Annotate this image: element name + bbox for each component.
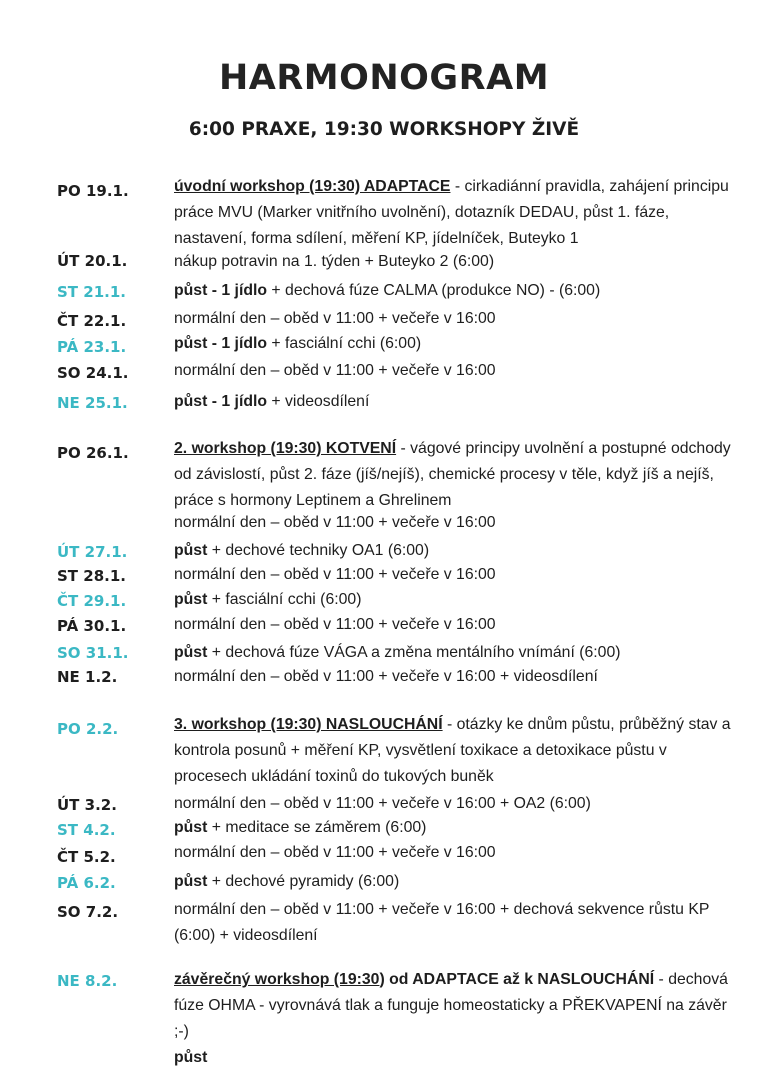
day-label: PO 19.1. (57, 182, 129, 200)
fast-label: půst (174, 873, 208, 890)
day-label: ČT 5.2. (57, 848, 116, 866)
description-text: normální den – oběd v 11:00 + večeře v 16:00 + videosdílení (174, 668, 598, 685)
description-text: + dechové techniky OA1 (6:00) (207, 542, 430, 559)
day-description (174, 815, 734, 841)
description-text: + dechové pyramidy (6:00) (207, 873, 400, 890)
workshop-title: 2. workshop (19:30) KOTVENÍ (174, 440, 397, 457)
day-description (174, 510, 734, 536)
day-description (174, 278, 734, 304)
description-text: - vágové principy uvolnění a postupné odchody od závislostí, půst 2. fáze (jíš/nejíš), chemické procesy v těle, když jíš a nejíš, práce s hormony Leptinem a Ghrelinem (174, 440, 731, 509)
fast-label: půst - 1 jídlo (174, 393, 268, 410)
fast-label: půst - 1 jídlo (174, 335, 268, 352)
description-text: + dechová fúze VÁGA a změna mentálního vnímání (6:00) (207, 644, 621, 661)
day-label: ST 28.1. (57, 567, 126, 585)
description-text: normální den – oběd v 11:00 + večeře v 16:00 + dechová sekvence růstu KP (6:00) + videosdílení (174, 901, 710, 944)
day-description (174, 640, 734, 666)
day-description (174, 389, 734, 415)
day-label: SO 7.2. (57, 903, 119, 921)
day-label: ÚT 20.1. (57, 252, 128, 270)
description-text: normální den – oběd v 11:00 + večeře v 16:00 (174, 616, 496, 633)
day-description (174, 538, 734, 564)
day-description (174, 331, 734, 357)
day-label: PO 2.2. (57, 720, 119, 738)
day-label: NE 1.2. (57, 668, 118, 686)
description-text: normální den – oběd v 11:00 + večeře v 16:00 (174, 514, 496, 531)
day-label: ÚT 3.2. (57, 796, 117, 814)
day-description (174, 869, 734, 895)
day-description (174, 612, 734, 638)
fast-label: půst (174, 542, 208, 559)
workshop-title-continued: ) od ADAPTACE až k NASLOUCHÁNÍ (379, 971, 655, 988)
day-description (174, 587, 734, 613)
fast-label: půst (174, 644, 208, 661)
day-label: PÁ 6.2. (57, 874, 116, 892)
day-description (174, 897, 729, 949)
day-label: PO 26.1. (57, 444, 129, 462)
day-label: ČT 29.1. (57, 592, 127, 610)
fast-label: půst (174, 819, 208, 836)
day-description (174, 791, 734, 817)
workshop-title: závěrečný workshop (19:30 (174, 971, 380, 988)
description-text: - otázky ke dnům půstu, průběžný stav a kontrola posunů + měření KP, vysvětlení toxikace a detoxikace půstu v procesech ukládání toxinů do tukových buněk (174, 716, 731, 785)
day-description (174, 967, 734, 1071)
description-text: normální den – oběd v 11:00 + večeře v 16:00 (174, 566, 496, 583)
day-label: ÚT 27.1. (57, 543, 128, 561)
page-title: HARMONOGRAM (218, 58, 550, 98)
day-label: NE 25.1. (57, 394, 128, 412)
description-text: + fasciální cchi (6:00) (207, 591, 362, 608)
page-subtitle: 6:00 PRAXE, 19:30 WORKSHOPY ŽIVĚ (188, 119, 580, 140)
day-description (174, 249, 734, 275)
day-description (174, 306, 734, 332)
day-label: ČT 22.1. (57, 312, 127, 330)
day-description (174, 562, 734, 588)
fast-label: půst (174, 1049, 208, 1066)
workshop-title: úvodní workshop (19:30) ADAPTACE (174, 178, 451, 195)
day-label: ST 21.1. (57, 283, 126, 301)
description-text: + fasciální cchi (6:00) (267, 335, 422, 352)
day-description (174, 358, 734, 384)
description-text: + videosdílení (267, 393, 370, 410)
day-description (174, 174, 734, 252)
day-label: NE 8.2. (57, 972, 118, 990)
day-label: PÁ 23.1. (57, 338, 127, 356)
day-label: PÁ 30.1. (57, 617, 127, 635)
description-text: normální den – oběd v 11:00 + večeře v 16:00 (174, 844, 496, 861)
day-label: SO 24.1. (57, 364, 129, 382)
description-text: normální den – oběd v 11:00 + večeře v 16:00 + OA2 (6:00) (174, 795, 591, 812)
fast-label: půst - 1 jídlo (174, 282, 268, 299)
day-label: ST 4.2. (57, 821, 116, 839)
workshop-title: 3. workshop (19:30) NASLOUCHÁNÍ (174, 716, 443, 733)
fast-label: půst (174, 591, 208, 608)
description-text: normální den – oběd v 11:00 + večeře v 16:00 (174, 310, 496, 327)
day-label: SO 31.1. (57, 644, 129, 662)
description-text: nákup potravin na 1. týden + Buteyko 2 (6:00) (174, 253, 495, 270)
description-text: - cirkadiánní pravidla, zahájení principu práce MVU (Marker vnitřního uvolnění), dotazník DEDAU, půst 1. fáze, nastavení, forma sdílení, měření KP, jídelníček, Buteyko 1 (174, 178, 729, 247)
day-description (174, 712, 734, 790)
day-description (174, 664, 734, 690)
description-text: + dechová fúze CALMA (produkce NO) - (6:00) (267, 282, 601, 299)
day-description (174, 436, 734, 514)
description-text: + meditace se záměrem (6:00) (207, 819, 427, 836)
day-description (174, 840, 734, 866)
description-text: normální den – oběd v 11:00 + večeře v 16:00 (174, 362, 496, 379)
description-text: - dechová fúze OHMA - vyrovnává tlak a funguje homeostaticky a PŘEKVAPENÍ na závěr ;-) (174, 971, 728, 1040)
